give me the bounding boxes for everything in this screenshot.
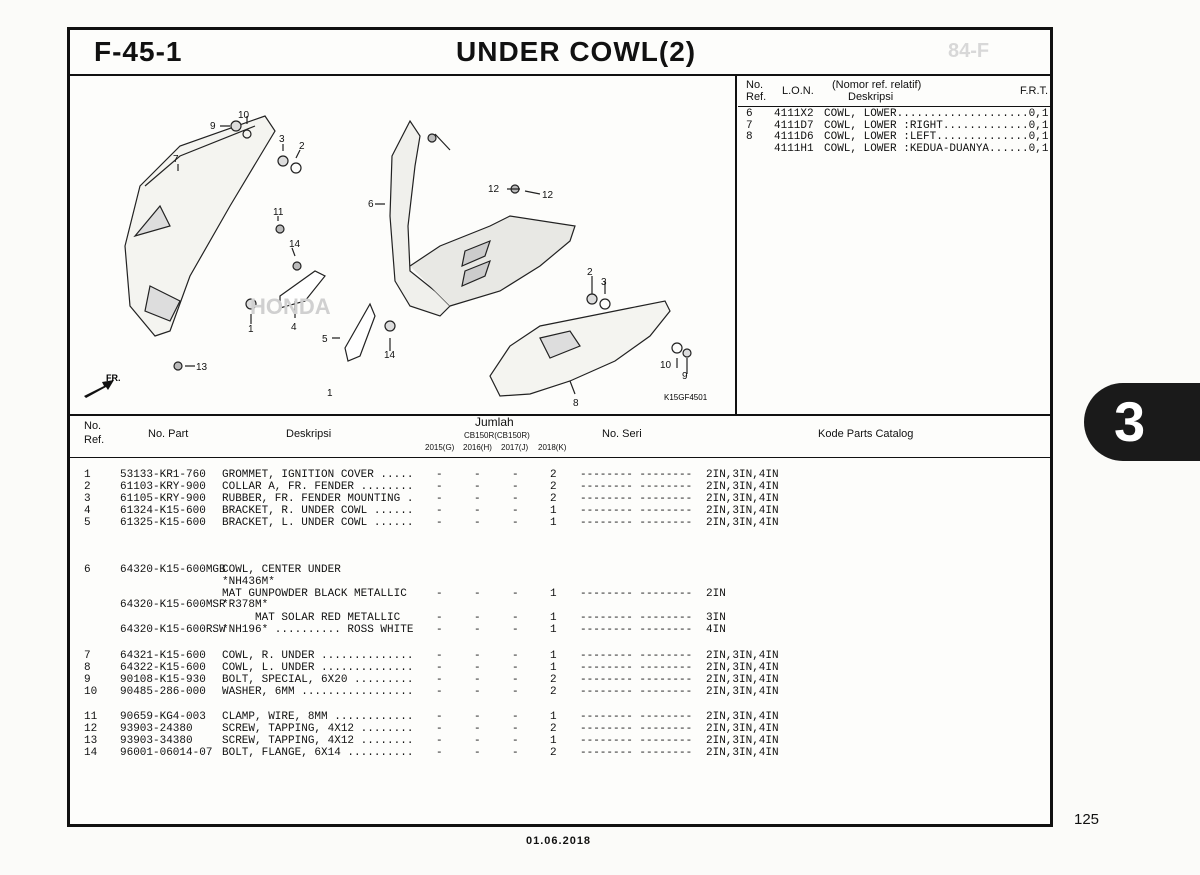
part-ref-cell: 2 <box>84 481 91 493</box>
callout-label: 14 <box>384 350 396 361</box>
qty-2018-cell: 2 <box>550 481 557 493</box>
catalog-cell: 2IN,3IN,4IN <box>706 723 779 735</box>
part-number-cell: 90485-286-000 <box>120 686 206 698</box>
part-ref-cell: 13 <box>84 735 98 747</box>
part-desc-cell: RUBBER, FR. FENDER MOUNTING . <box>222 493 414 505</box>
table-row <box>70 470 1050 482</box>
callout-label: 12 <box>488 184 500 195</box>
part-ref-cell: 14 <box>84 747 98 759</box>
col-header-catalog: Kode Parts Catalog <box>818 428 914 440</box>
table-row <box>70 600 1050 612</box>
callout-label: 1 <box>248 324 254 335</box>
qty-2015-cell: - <box>436 624 443 636</box>
table-row <box>70 577 1050 589</box>
table-row <box>70 651 1050 663</box>
serial-cell: -------- -------- <box>580 650 693 662</box>
qty-2017-cell: - <box>512 735 519 747</box>
table-row <box>70 687 1050 699</box>
serial-cell: -------- -------- <box>580 735 693 747</box>
part-number-cell: 61324-K15-600 <box>120 505 206 517</box>
qty-2016-cell: - <box>474 588 481 600</box>
page-number: 125 <box>1074 811 1100 828</box>
qty-2018-cell: 2 <box>550 723 557 735</box>
callout-label: 7 <box>173 154 179 165</box>
qty-2018-cell: 1 <box>550 711 557 723</box>
part-desc-cell: WASHER, 6MM ................. <box>222 686 414 698</box>
serial-cell: -------- -------- <box>580 711 693 723</box>
catalog-cell: 2IN,3IN,4IN <box>706 481 779 493</box>
table-row <box>70 482 1050 494</box>
part-desc-cell: *NH436M* <box>222 576 275 588</box>
ref-header-desc-top: (Nomor ref. relatif) <box>832 79 922 91</box>
qty-2015-cell: - <box>436 711 443 723</box>
catalog-cell: 3IN <box>706 612 726 624</box>
callout-label: 6 <box>368 199 374 210</box>
serial-cell: -------- -------- <box>580 662 693 674</box>
qty-2016-cell: - <box>474 686 481 698</box>
part-number-cell: 61105-KRY-900 <box>120 493 206 505</box>
table-row <box>70 663 1050 675</box>
table-row <box>70 494 1050 506</box>
part-ref-cell: 1 <box>84 469 91 481</box>
callout-label: 11 <box>273 207 284 218</box>
callout-label: 1 <box>327 388 333 399</box>
callout-label: 8 <box>573 398 579 409</box>
catalog-cell: 2IN,3IN,4IN <box>706 735 779 747</box>
col-header-model: CB150R(CB150R) <box>464 431 530 440</box>
qty-2015-cell: - <box>436 747 443 759</box>
catalog-cell: 2IN,3IN,4IN <box>706 686 779 698</box>
section-tab <box>1084 383 1200 461</box>
qty-2017-cell: - <box>512 517 519 529</box>
part-desc-cell: BRACKET, R. UNDER COWL ...... <box>222 505 414 517</box>
callout-label: 2 <box>299 141 305 152</box>
part-desc-cell: GROMMET, IGNITION COVER ..... <box>222 469 414 481</box>
part-desc-cell: BRACKET, L. UNDER COWL ...... <box>222 517 414 529</box>
serial-cell: -------- -------- <box>580 612 693 624</box>
part-number-cell: 90659-KG4-003 <box>120 711 206 723</box>
qty-2015-cell: - <box>436 588 443 600</box>
qty-2017-cell: - <box>512 711 519 723</box>
table-row <box>70 675 1050 687</box>
part-number-cell: 93903-24380 <box>120 723 193 735</box>
col-header-no: No. <box>84 420 102 432</box>
part-desc-cell: COWL, CENTER UNDER <box>222 564 341 576</box>
qty-2015-cell: - <box>436 674 443 686</box>
qty-2015-cell: - <box>436 723 443 735</box>
part-ref-cell: 12 <box>84 723 98 735</box>
col-header-serial: No. Seri <box>602 428 642 440</box>
qty-2017-cell: - <box>512 481 519 493</box>
part-ref-cell: 7 <box>84 650 91 662</box>
qty-2018-cell: 1 <box>550 517 557 529</box>
ref-header-ref: Ref. <box>746 91 767 103</box>
part-ref-cell: 8 <box>84 662 91 674</box>
qty-2016-cell: - <box>474 723 481 735</box>
callout-label: 14 <box>289 239 301 250</box>
part-number-cell: 93903-34380 <box>120 735 193 747</box>
part-number-cell: 96001-06014-07 <box>120 747 213 759</box>
table-row <box>70 712 1050 724</box>
serial-cell: -------- -------- <box>580 481 693 493</box>
col-header-desc: Deskripsi <box>286 428 332 440</box>
callout-label: 2 <box>587 267 593 278</box>
part-number-cell: 64320-K15-600RSW <box>120 624 226 636</box>
table-row <box>70 736 1050 748</box>
col-header-part: No. Part <box>148 428 189 440</box>
qty-2018-cell: 1 <box>550 735 557 747</box>
catalog-cell: 2IN,3IN,4IN <box>706 493 779 505</box>
catalog-cell: 2IN <box>706 588 726 600</box>
table-row: 4111H1 COWL, LOWER :KEDUA-DUANYA...... 0,1 <box>774 142 1049 155</box>
serial-cell: -------- -------- <box>580 723 693 735</box>
qty-2015-cell: - <box>436 662 443 674</box>
part-desc-cell: COWL, R. UNDER .............. <box>222 650 414 662</box>
qty-2018-cell: 2 <box>550 747 557 759</box>
col-header-year-2017: 2017(J) <box>501 443 529 452</box>
part-desc-cell: COWL, L. UNDER .............. <box>222 662 414 674</box>
catalog-cell: 2IN,3IN,4IN <box>706 469 779 481</box>
qty-2017-cell: - <box>512 505 519 517</box>
catalog-cell: 4IN <box>706 624 726 636</box>
qty-2018-cell: 1 <box>550 612 557 624</box>
diagram-drawing <box>70 76 735 414</box>
qty-2016-cell: - <box>474 481 481 493</box>
part-number-cell: 90108-K15-930 <box>120 674 206 686</box>
qty-2018-cell: 2 <box>550 469 557 481</box>
part-desc-cell: BOLT, SPECIAL, 6X20 ......... <box>222 674 414 686</box>
catalog-cell: 2IN,3IN,4IN <box>706 674 779 686</box>
qty-2015-cell: - <box>436 493 443 505</box>
section-divider <box>70 414 1050 416</box>
qty-2015-cell: - <box>436 517 443 529</box>
qty-2016-cell: - <box>474 735 481 747</box>
callout-label: 9 <box>682 371 688 382</box>
table-row: 8 4111D6 COWL, LOWER :LEFT.............. 0,1 <box>746 131 1049 144</box>
ref-header-divider <box>738 106 1050 107</box>
part-ref-cell: 6 <box>84 564 91 576</box>
ghost-code: 84-F <box>948 40 990 62</box>
catalog-cell: 2IN,3IN,4IN <box>706 662 779 674</box>
part-desc-cell: SCREW, TAPPING, 4X12 ........ <box>222 723 414 735</box>
col-header-year-2016: 2016(H) <box>463 443 492 452</box>
catalog-cell: 2IN,3IN,4IN <box>706 747 779 759</box>
qty-2017-cell: - <box>512 650 519 662</box>
qty-2017-cell: - <box>512 686 519 698</box>
callout-label: 3 <box>601 277 607 288</box>
ref-header-frt: F.R.T. <box>1020 85 1049 97</box>
diagram-code: K15GF4501 <box>664 393 708 402</box>
qty-2015-cell: - <box>436 686 443 698</box>
brand-watermark: HONDA <box>250 294 331 319</box>
qty-2018-cell: 1 <box>550 624 557 636</box>
part-ref-cell: 11 <box>84 711 98 723</box>
callout-label: 13 <box>196 362 208 373</box>
part-number-cell: 64321-K15-600 <box>120 650 206 662</box>
qty-2016-cell: - <box>474 505 481 517</box>
qty-2015-cell: - <box>436 481 443 493</box>
qty-2018-cell: 1 <box>550 588 557 600</box>
qty-2017-cell: - <box>512 624 519 636</box>
parts-header-divider <box>70 457 1050 458</box>
qty-2018-cell: 1 <box>550 650 557 662</box>
qty-2018-cell: 2 <box>550 686 557 698</box>
ref-header-lon: L.O.N. <box>782 85 814 97</box>
table-row: 6 4111X2 COWL, LOWER.................... 0,1 <box>746 108 1049 120</box>
part-ref-cell: 10 <box>84 686 98 698</box>
table-row <box>70 724 1050 736</box>
bracket-left-part <box>345 304 375 361</box>
part-desc-cell: COLLAR A, FR. FENDER ........ <box>222 481 414 493</box>
qty-2016-cell: - <box>474 517 481 529</box>
ref-header-no: No. <box>746 79 764 91</box>
qty-2017-cell: - <box>512 723 519 735</box>
qty-2018-cell: 1 <box>550 505 557 517</box>
qty-2015-cell: - <box>436 469 443 481</box>
qty-2017-cell: - <box>512 493 519 505</box>
part-desc-cell: MAT GUNPOWDER BLACK METALLIC <box>222 588 407 600</box>
catalog-cell: 2IN,3IN,4IN <box>706 650 779 662</box>
figure-title: UNDER COWL(2) <box>456 36 697 67</box>
qty-2017-cell: - <box>512 588 519 600</box>
qty-2016-cell: - <box>474 747 481 759</box>
callout-label: 10 <box>660 360 672 371</box>
serial-cell: -------- -------- <box>580 505 693 517</box>
col-header-year-2018: 2018(K) <box>538 443 567 452</box>
serial-cell: -------- -------- <box>580 686 693 698</box>
qty-2017-cell: - <box>512 747 519 759</box>
col-header-year-2015: 2015(G) <box>425 443 455 452</box>
col-header-qty: Jumlah <box>475 415 514 429</box>
part-ref-cell: 3 <box>84 493 91 505</box>
part-ref-cell: 9 <box>84 674 91 686</box>
serial-cell: -------- -------- <box>580 588 693 600</box>
part-desc-cell: CLAMP, WIRE, 8MM ............ <box>222 711 414 723</box>
col-header-ref: Ref. <box>84 434 105 446</box>
table-row <box>70 506 1050 518</box>
front-label: FR. <box>106 373 121 383</box>
table-row <box>70 518 1050 530</box>
table-row <box>70 565 1050 577</box>
ref-header-desc: Deskripsi <box>848 91 894 103</box>
qty-2016-cell: - <box>474 624 481 636</box>
qty-2016-cell: - <box>474 493 481 505</box>
callout-label: 3 <box>279 134 285 145</box>
serial-cell: -------- -------- <box>580 469 693 481</box>
qty-2018-cell: 2 <box>550 493 557 505</box>
print-date: 01.06.2018 <box>526 835 592 847</box>
part-number-cell: 64320-K15-600MGB <box>120 564 226 576</box>
qty-2017-cell: - <box>512 469 519 481</box>
qty-2015-cell: - <box>436 505 443 517</box>
catalog-cell: 2IN,3IN,4IN <box>706 517 779 529</box>
part-desc-cell: *NH196* .......... ROSS WHITE <box>222 624 414 636</box>
qty-2017-cell: - <box>512 612 519 624</box>
part-desc-cell: *R378M* <box>222 599 269 611</box>
qty-2016-cell: - <box>474 711 481 723</box>
part-number-cell: 61103-KRY-900 <box>120 481 206 493</box>
section-tab-number: 3 <box>1114 390 1146 453</box>
part-desc-cell: SCREW, TAPPING, 4X12 ........ <box>222 735 414 747</box>
qty-2018-cell: 1 <box>550 662 557 674</box>
catalog-cell: 2IN,3IN,4IN <box>706 505 779 517</box>
page-frame <box>67 27 1053 827</box>
callout-label: 5 <box>322 334 328 345</box>
serial-cell: -------- -------- <box>580 493 693 505</box>
callout-label: 4 <box>291 322 297 333</box>
qty-2017-cell: - <box>512 662 519 674</box>
exploded-diagram <box>70 76 737 414</box>
part-ref-cell: 4 <box>84 505 91 517</box>
serial-cell: -------- -------- <box>580 747 693 759</box>
serial-cell: -------- -------- <box>580 517 693 529</box>
part-number-cell: 64320-K15-600MSR <box>120 599 226 611</box>
qty-2018-cell: 2 <box>550 674 557 686</box>
qty-2016-cell: - <box>474 674 481 686</box>
part-ref-cell: 5 <box>84 517 91 529</box>
table-row <box>70 625 1050 637</box>
callout-label: 9 <box>210 121 216 132</box>
part-number-cell: 53133-KR1-760 <box>120 469 206 481</box>
part-desc-cell: MAT SOLAR RED METALLIC <box>222 612 401 624</box>
figure-code: F-45-1 <box>94 36 183 67</box>
qty-2015-cell: - <box>436 735 443 747</box>
part-number-cell: 64322-K15-600 <box>120 662 206 674</box>
qty-2016-cell: - <box>474 650 481 662</box>
part-number-cell: 61325-K15-600 <box>120 517 206 529</box>
qty-2016-cell: - <box>474 612 481 624</box>
qty-2015-cell: - <box>436 612 443 624</box>
table-row: 7 4111D7 COWL, LOWER :RIGHT............. 0,1 <box>746 119 1049 132</box>
cowl-left-part <box>490 301 670 396</box>
table-row <box>70 748 1050 760</box>
part-desc-cell: BOLT, FLANGE, 6X14 .......... <box>222 747 414 759</box>
callout-label: 12 <box>542 190 554 201</box>
qty-2016-cell: - <box>474 469 481 481</box>
qty-2015-cell: - <box>436 650 443 662</box>
serial-cell: -------- -------- <box>580 674 693 686</box>
serial-cell: -------- -------- <box>580 624 693 636</box>
catalog-cell: 2IN,3IN,4IN <box>706 711 779 723</box>
qty-2016-cell: - <box>474 662 481 674</box>
callout-label: 10 <box>238 110 250 121</box>
qty-2017-cell: - <box>512 674 519 686</box>
ref-table <box>746 109 1048 155</box>
